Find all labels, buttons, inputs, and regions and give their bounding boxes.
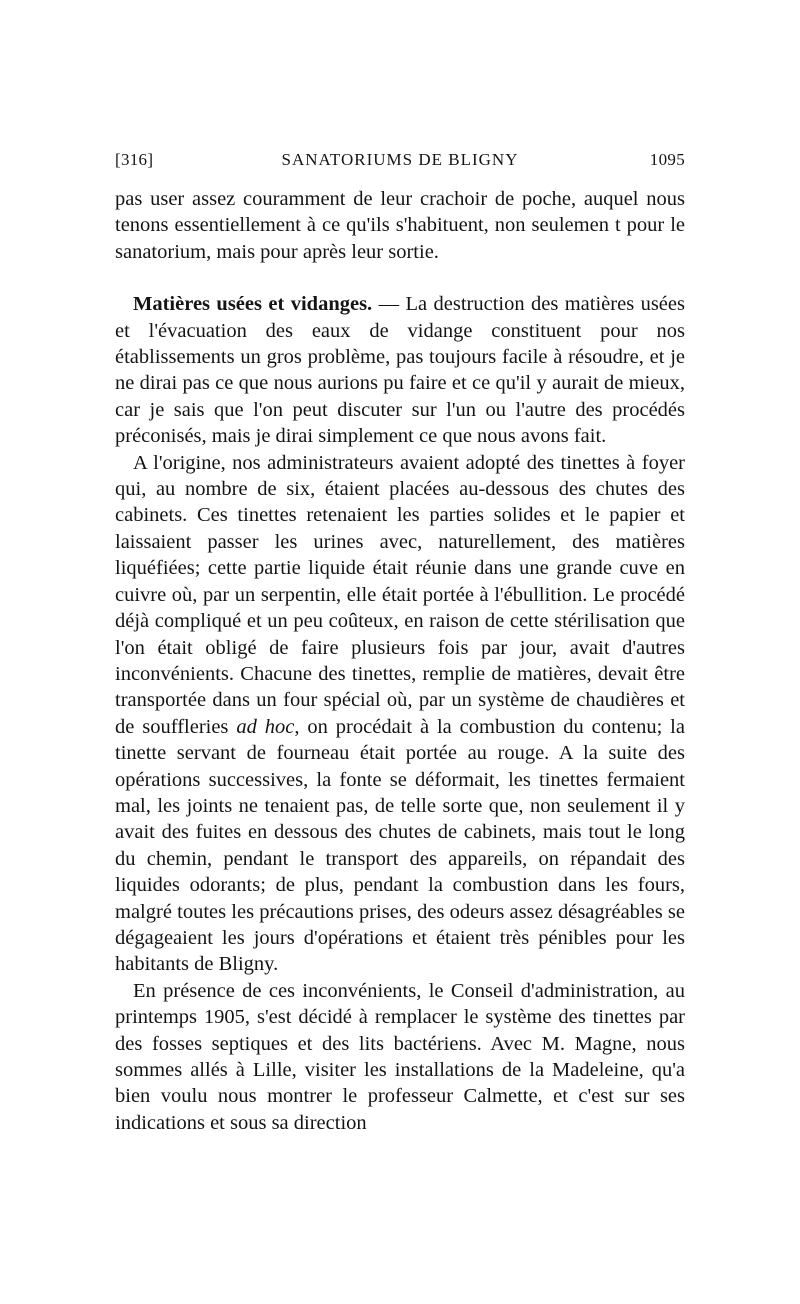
section-text: — La destruction des matières usées et l'évacuation des eaux de vidange constituent pour nos établissements un gros problème, pas toujours facile à résoudre, et je ne dirai pas ce que nous aurions pu faire et ce qu'il y aurait de mieux, car je sais que l'on peut discuter sur l'un ou l'autre des procédés préconisés, mais je dirai simplement ce que nous avons fait.	[115, 293, 685, 448]
running-head	[115, 148, 685, 172]
paragraph-section-waste	[115, 291, 685, 449]
running-title: SANATORIUMS DE BLIGNY	[281, 150, 519, 169]
paragraph-origin-part-a: A l'origine, nos administrateurs avaient adopté des tinettes à foyer qui, au nombre de six, étaient placées au-dessous des chutes des cabinets. Ces tinettes retenaient les parties solides et le papier et laissaient passer les urines avec, naturellement, des matières liquéfiées; cette partie liquide était réunie dans une grande cuve en cuivre où, par un serpentin, elle était portée à l'ébullition. Le procédé déjà compliqué et un peu coûteux, en raison de cette stérilisation que l'on était obligé de faire plusieurs fois par jour, avait d'autres inconvénients. Chacune des tinettes, remplie de matières, devait être transportée dans un four spécial où, par un système de chaudières et de souffleries	[115, 451, 685, 738]
section-heading: Matières usées et vidanges.	[133, 293, 373, 316]
page-reference: [316]	[115, 150, 154, 169]
page-number: 1095	[649, 150, 685, 169]
paragraph-origin	[115, 450, 685, 978]
italic-phrase: ad hoc	[236, 715, 295, 738]
body-text	[115, 186, 685, 1136]
paragraph-decision: En présence de ces inconvénients, le Conseil d'administration, au printemps 1905, s'est décidé à remplacer le système des tinettes par des fosses septiques et des lits bactériens. Avec M. Magne, nous sommes allés à Lille, visiter les installations de la Madeleine, qu'a bien voulu nous montrer le professeur Calmette, et c'est sur ses indications et sous sa direction	[115, 979, 685, 1134]
paragraph-origin-part-b: , on procédait à la combustion du contenu; la tinette servant de fourneau était portée au rouge. A la suite des opérations successives, la fonte se déformait, les tinettes fermaient mal, les joints ne tenaient pas, de telle sorte que, non seulement il y avait des fuites en dessous des chutes de cabinets, mais tout le long du chemin, pendant le transport des appareils, on répandait des liquides odorants; de plus, pendant la combustion dans les fours, malgré toutes les précautions prises, des odeurs assez désagréables se dégageaient les jours d'opérations et étaient très pénibles pour les habitants de Bligny.	[115, 715, 685, 976]
paragraph-continuation: pas user assez couramment de leur crachoir de poche, auquel nous tenons essentiellement à ce qu'ils s'habituent, non seulemen t pour le sanatorium, mais pour après leur sortie.	[115, 188, 685, 263]
